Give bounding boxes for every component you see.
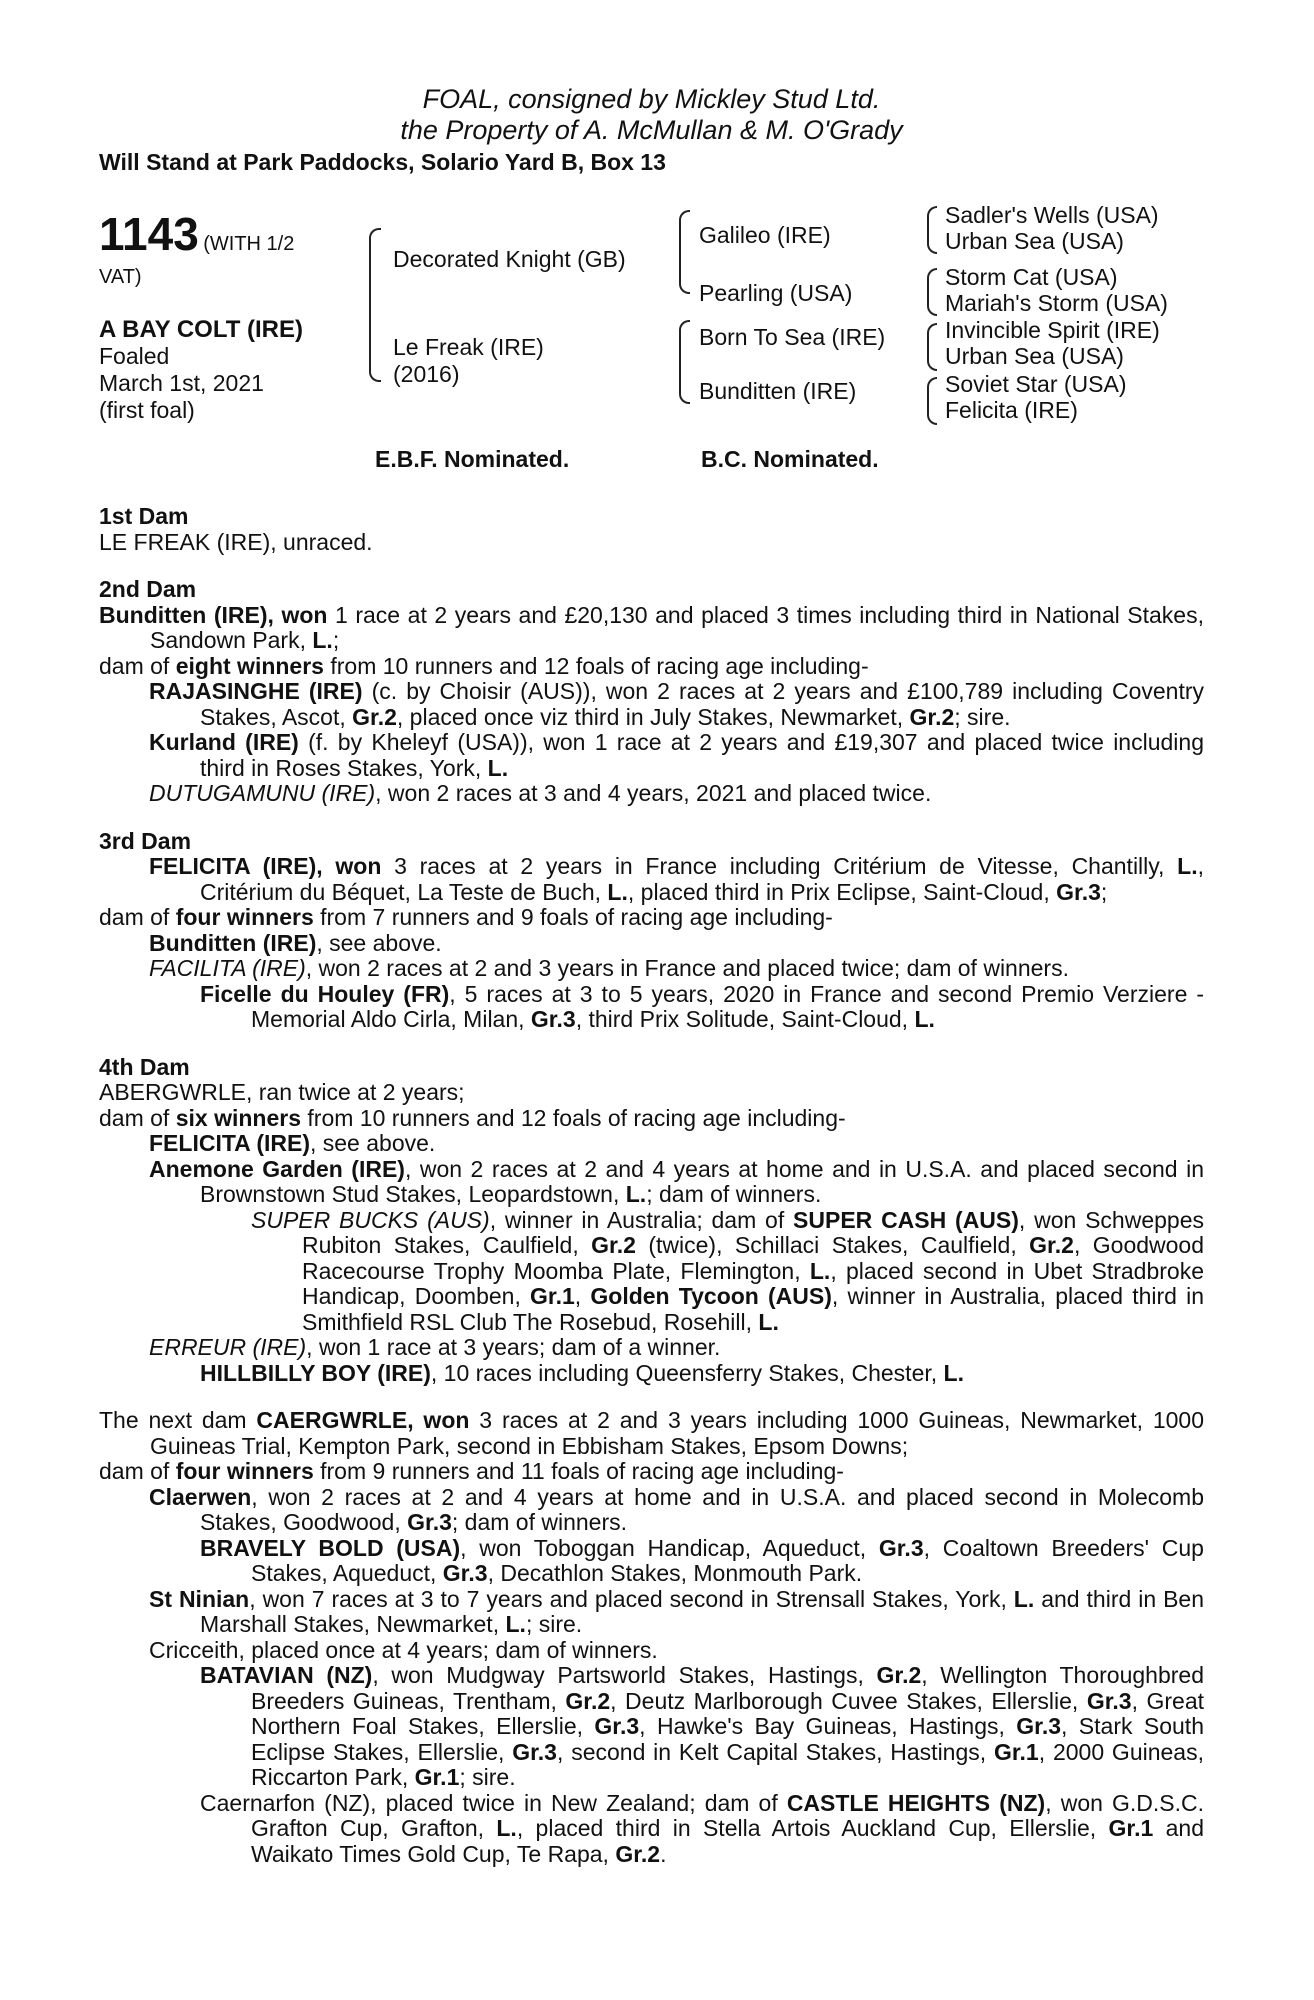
text: , Deutz Marlborough Cuvee Stakes, Ellerslie, [610, 1687, 1087, 1714]
text: 3 races at 2 years in France including Critérium de Vitesse, Chantilly, [381, 853, 1178, 879]
fourth-dam-section [99, 1055, 1204, 1387]
lot-number: 1143 [99, 208, 199, 260]
listed-mark: L. [1177, 853, 1198, 879]
section-title: 1st Dam [99, 503, 189, 529]
bold-name: Golden Tycoon (AUS) [590, 1283, 832, 1309]
dam-record [99, 603, 1204, 654]
produce-entry [99, 781, 1204, 807]
produce-entry [99, 1663, 1204, 1791]
produce-summary [99, 1106, 1204, 1132]
listed-mark: L. [914, 1006, 935, 1032]
grade-mark: Gr.2 [876, 1662, 922, 1688]
text: , winner in Australia, placed third in Smithfield RSL Club The Rosebud, Rosehill, [302, 1283, 1205, 1335]
brace-gen3-a [927, 206, 937, 254]
produce-summary [99, 654, 1204, 680]
text: , placed third in Prix Eclipse, Saint-Cloud, [627, 878, 1057, 905]
text: , Hawke's Bay Guineas, Hastings, [639, 1713, 1017, 1739]
grade-mark: Gr.3 [594, 1713, 640, 1739]
produce-entry [99, 956, 1204, 982]
bold-name: BATAVIAN (NZ) [200, 1662, 373, 1688]
text: , second in Kelt Capital Stakes, Hastings, [556, 1738, 994, 1765]
dam-sire-sire: Invincible Spirit (IRE) [945, 317, 1160, 343]
text: (twice), Schillaci Stakes, Caulfield, [635, 1232, 1030, 1258]
bold-name: CASTLE HEIGHTS (NZ) [786, 1789, 1046, 1816]
dam-name: Le Freak (IRE) [393, 334, 544, 360]
text: ; sire. [459, 1764, 516, 1790]
listed-mark: L. [505, 1611, 526, 1637]
bold-text: four winners [175, 1458, 314, 1484]
text: and Waikato Times Gold Cup, Te Rapa, [251, 1815, 1204, 1867]
bold-text: four winners [175, 904, 314, 930]
third-dam-section [99, 829, 1204, 1033]
grade-mark: Gr.1 [414, 1764, 460, 1790]
produce-entry [99, 730, 1204, 781]
text: from 10 runners and 12 foals of racing age including- [323, 652, 869, 679]
text: , 10 races including Queensferry Stakes, Chester, [430, 1359, 944, 1386]
text: , Great Northern Foal Stakes, Ellerslie, [251, 1687, 1204, 1739]
grade-mark: Gr.1 [530, 1283, 575, 1309]
grade-mark: Gr.3 [1086, 1687, 1132, 1714]
text: (f. by Kheleyf (USA)), won 1 race at 2 years and £19,307 and placed twice including third in Roses Stakes, York, [200, 729, 1204, 781]
text: , 2000 Guineas, Riccarton Park, [251, 1738, 1204, 1790]
bold-name: SUPER CASH (AUS) [793, 1206, 1019, 1233]
lot-title: A BAY COLT (IRE) [99, 316, 304, 343]
text: , won Mudgway Partsworld Stakes, Hastings, [372, 1662, 877, 1688]
grade-mark: Gr.2 [1029, 1232, 1074, 1258]
grade-mark: Gr.3 [442, 1560, 488, 1586]
dam-year: (2016) [393, 361, 460, 387]
foaled-label: Foaled [99, 343, 170, 369]
consignor-header [99, 84, 1204, 146]
text: ; [1100, 878, 1108, 905]
sire-dam: Pearling (USA) [699, 280, 853, 306]
grade-mark: Gr.3 [1056, 878, 1101, 905]
text: dam of [99, 1104, 176, 1131]
grade-mark: Gr.3 [407, 1509, 452, 1535]
text: , placed third in Stella Artois Auckland Cup, Ellerslie, [516, 1815, 1109, 1841]
produce-entry [99, 931, 1204, 957]
brace-gen3-b [927, 268, 937, 316]
grade-mark: Gr.1 [1108, 1815, 1154, 1841]
listed-mark: L. [809, 1257, 831, 1284]
produce-entry [99, 1361, 1204, 1387]
text: , placed second in Ubet Stradbroke Handicap, Doomben, [302, 1257, 1204, 1309]
dam-dam: Bunditten (IRE) [699, 378, 857, 404]
produce-entry [99, 1157, 1204, 1208]
produce-entry [99, 1536, 1204, 1587]
grade-mark: Gr.2 [352, 703, 397, 730]
text: dam of [99, 904, 176, 930]
listed-mark: L. [607, 878, 628, 905]
foaled-info [99, 343, 264, 424]
consignor-line: FOAL, consigned by Mickley Stud Ltd. [422, 84, 881, 114]
text: , [574, 1283, 591, 1309]
listed-mark: L. [1013, 1585, 1035, 1612]
pedigree-block [99, 188, 1204, 518]
ebf-nomination: E.B.F. Nominated. [375, 446, 570, 472]
bold-text: eight winners [175, 652, 324, 679]
italic-name: ERREUR (IRE) [149, 1334, 307, 1360]
text: , see above. [316, 929, 442, 956]
italic-name: SUPER BUCKS (AUS) [251, 1206, 490, 1233]
sire-sire-dam: Urban Sea (USA) [945, 228, 1124, 254]
text: , won 2 races at 2 and 4 years at home and in U.S.A. and placed second in Brownstown Stud Stakes, Leopardstown, [200, 1155, 1204, 1207]
text: ; dam of winners. [451, 1509, 628, 1535]
first-dam-section [99, 504, 1204, 555]
text: from 10 runners and 12 foals of racing age including- [301, 1104, 846, 1131]
bold-name: FELICITA (IRE) [149, 1130, 310, 1156]
section-title: 3rd Dam [99, 827, 192, 854]
family-record [99, 504, 1204, 1867]
text: , won Toboggan Handicap, Aqueduct, [460, 1534, 879, 1561]
grade-mark: Gr.3 [878, 1534, 924, 1561]
sire-sire-sire: Sadler's Wells (USA) [945, 202, 1159, 228]
listed-mark: L. [487, 754, 509, 781]
sire-dam-sire: Storm Cat (USA) [945, 264, 1118, 290]
bold-name: Bunditten (IRE), won [99, 601, 328, 628]
bold-name: CAERGWRLE, won [256, 1407, 470, 1433]
dam-record [99, 854, 1204, 905]
produce-entry [99, 1587, 1204, 1638]
listed-mark: L. [496, 1815, 517, 1841]
text: , winner in Australia; dam of [489, 1206, 794, 1233]
text: dam of [99, 652, 176, 679]
bold-name: BRAVELY BOLD (USA) [200, 1534, 461, 1561]
text: , won 1 race at 3 years; dam of a winner. [306, 1334, 721, 1360]
foaled-date: March 1st, 2021 [99, 370, 264, 396]
italic-name: FACILITA (IRE) [149, 955, 306, 981]
text: Caernarfon (NZ), placed twice in New Zealand; dam of [200, 1789, 787, 1816]
text: , Wellington Thoroughbred Breeders Guineas, Trentham, [251, 1662, 1205, 1714]
text: and third in Ben Marshall Stakes, Newmarket, [200, 1585, 1204, 1637]
bold-name: Anemone Garden (IRE) [149, 1155, 405, 1182]
stand-location: Will Stand at Park Paddocks, Solario Yard B, Box 13 [99, 149, 666, 175]
brace-gen3-c [927, 323, 937, 371]
produce-entry [99, 1335, 1204, 1361]
text: ; sire. [954, 703, 1011, 730]
grade-mark: Gr.3 [530, 1006, 576, 1032]
dam-record: ABERGWRLE, ran twice at 2 years; [99, 1079, 465, 1105]
first-dam-text: LE FREAK (IRE), unraced. [99, 528, 373, 555]
listed-mark: L. [758, 1308, 779, 1335]
grade-mark: Gr.2 [615, 1840, 661, 1867]
text: , won Schweppes Rubiton Stakes, Caulfield, [302, 1206, 1205, 1258]
text: , won 2 races at 3 and 4 years, 2021 and placed twice. [375, 780, 932, 806]
dam-dam-dam: Felicita (IRE) [945, 397, 1078, 423]
lot-number-line [99, 208, 294, 260]
brace-sire-dam [369, 228, 381, 382]
dam-record [99, 1408, 1204, 1459]
text: , Coaltown Breeders' Cup Stakes, Aqueduct, [251, 1534, 1204, 1586]
catalogue-page [99, 84, 1205, 1867]
italic-name: DUTUGAMUNU (IRE) [149, 780, 376, 806]
text: ; dam of winners. [646, 1181, 822, 1207]
dam-dam-sire: Soviet Star (USA) [945, 371, 1127, 397]
text: , won 7 races at 3 to 7 years and placed second in Strensall Stakes, York, [249, 1585, 1014, 1612]
produce-entry [99, 1208, 1204, 1336]
produce-entry [99, 1791, 1204, 1868]
produce-entry: Cricceith, placed once at 4 years; dam of winners. [149, 1636, 658, 1663]
grade-mark: Gr.2 [591, 1232, 636, 1258]
grade-mark: Gr.1 [993, 1738, 1039, 1765]
sire-dam-dam: Mariah's Storm (USA) [945, 290, 1168, 316]
second-dam-section [99, 577, 1204, 807]
bold-name: FELICITA (IRE), won [149, 853, 382, 879]
produce-entry [99, 982, 1204, 1033]
section-title: 4th Dam [99, 1053, 190, 1080]
produce-entry [99, 1485, 1204, 1536]
brace-gen3-d [927, 377, 937, 425]
text: 1 race at 2 years and £20,130 and placed 3 times including third in National Stakes, Sandown Park, [150, 601, 1204, 653]
text: , Decathlon Stakes, Monmouth Park. [487, 1560, 863, 1586]
bold-name: HILLBILLY BOY (IRE) [200, 1359, 431, 1386]
vat-note: (WITH 1/2 [203, 233, 295, 255]
text: , Critérium du Béquet, La Teste de Buch, [200, 853, 1204, 905]
text: ; sire. [525, 1611, 583, 1637]
grade-mark: Gr.2 [565, 1687, 611, 1714]
bold-name: Kurland (IRE) [149, 729, 299, 755]
text: , won 2 races at 2 and 4 years at home and in U.S.A. and placed second in Molecomb Stakes, Goodwood, [200, 1483, 1204, 1535]
sire-name: Decorated Knight (GB) [393, 246, 626, 272]
next-dam-section [99, 1408, 1204, 1867]
listed-mark: L. [943, 1359, 964, 1386]
text: from 9 runners and 11 foals of racing age including- [313, 1458, 844, 1484]
bc-nomination: B.C. Nominated. [701, 446, 879, 472]
produce-entry [99, 1131, 1204, 1157]
grade-mark: Gr.3 [512, 1738, 557, 1765]
sire-sire: Galileo (IRE) [699, 222, 831, 248]
text: , won G.D.S.C. Grafton Cup, Grafton, [251, 1789, 1205, 1841]
text: . [660, 1840, 667, 1867]
text: , placed once viz third in July Stakes, Newmarket, [396, 703, 910, 730]
text: (c. by Choisir (AUS)), won 2 races at 2 years and £100,789 including Coventry Stakes, Ascot, [200, 678, 1204, 730]
text: 3 races at 2 and 3 years including 1000 Guineas, Newmarket, 1000 Guineas Trial, Kempton Park, second in Ebbisham Stakes, Epsom Downs; [150, 1407, 1204, 1459]
produce-entry [99, 679, 1204, 730]
produce-summary [99, 905, 1204, 931]
text: , Stark South Eclipse Stakes, Ellerslie, [251, 1713, 1204, 1765]
produce-summary [99, 1459, 1204, 1485]
bold-name: St Ninian [149, 1585, 250, 1612]
listed-mark: L. [312, 627, 333, 653]
foaled-note: (first foal) [99, 397, 195, 423]
text: , Goodwood Racecourse Trophy Moomba Plate, Flemington, [302, 1232, 1205, 1284]
grade-mark: Gr.2 [909, 703, 955, 730]
property-line: the Property of A. McMullan & M. O'Grady [400, 115, 903, 145]
bold-name: RAJASINGHE (IRE) [149, 678, 363, 704]
text: , won 2 races at 2 and 3 years in France and placed twice; dam of winners. [305, 955, 1069, 981]
grade-mark: Gr.3 [1016, 1713, 1062, 1739]
dam-sire: Born To Sea (IRE) [699, 324, 886, 350]
bold-text: six winners [175, 1104, 301, 1131]
text: , see above. [309, 1130, 436, 1156]
dam-sire-dam: Urban Sea (USA) [945, 343, 1124, 369]
bold-name: Claerwen [149, 1483, 252, 1510]
brace-sire-parents [679, 210, 690, 294]
vat-note-end: VAT) [99, 266, 142, 288]
text: The next dam [99, 1407, 257, 1433]
bold-name: Ficelle du Houley (FR) [200, 980, 450, 1007]
brace-dam-parents [679, 320, 690, 404]
listed-mark: L. [625, 1181, 647, 1207]
section-title: 2nd Dam [99, 576, 197, 602]
bold-name: Bunditten (IRE) [149, 929, 317, 956]
text: from 7 runners and 9 foals of racing age including- [313, 904, 833, 930]
text: , 5 races at 3 to 5 years, 2020 in France and second Premio Verziere - Memorial Aldo Cirla, Milan, [251, 980, 1204, 1032]
text: , third Prix Solitude, Saint-Cloud, [575, 1006, 915, 1032]
text: dam of [99, 1458, 176, 1484]
text: ; [332, 627, 340, 653]
